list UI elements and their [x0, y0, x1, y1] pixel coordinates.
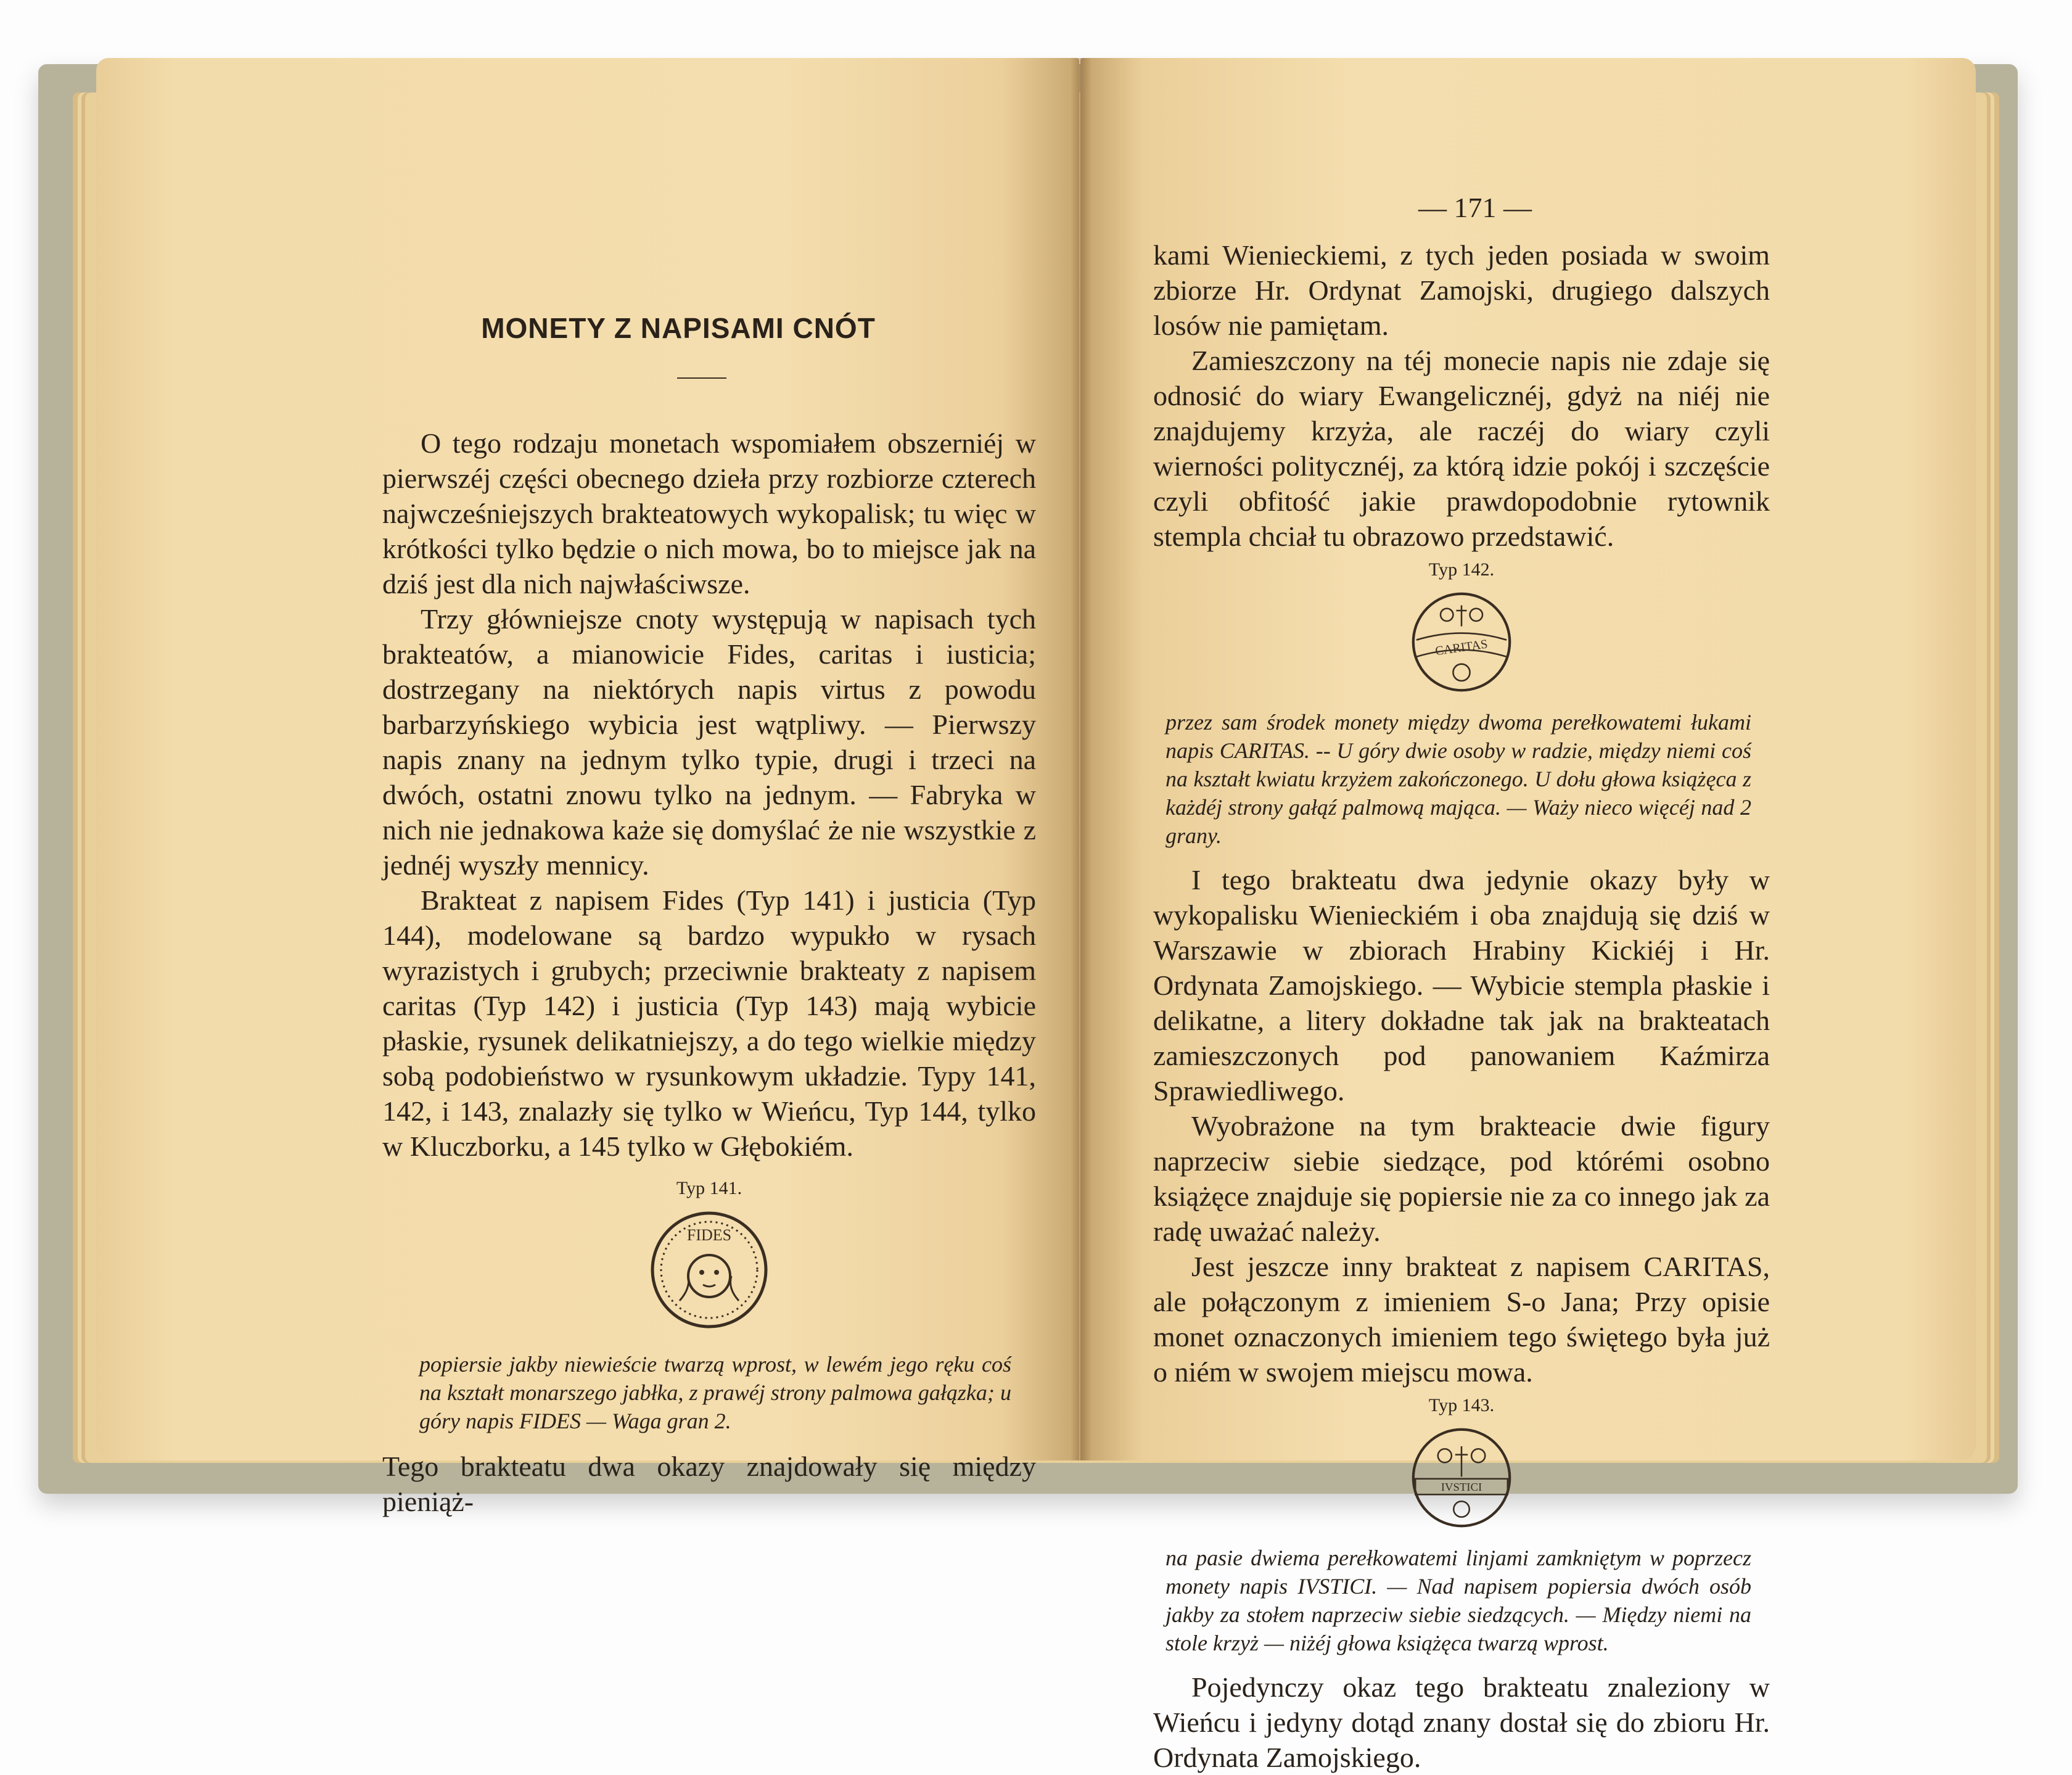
chapter-heading: MONETY Z NAPISAMI CNÓT	[481, 312, 876, 344]
page-number: — 171 —	[1418, 192, 1532, 223]
coin-legend: CARITAS	[1434, 637, 1489, 659]
coin-illustration-caritas	[1409, 590, 1514, 694]
coin-illustration-fides	[648, 1208, 771, 1332]
coin-legend: FIDES	[686, 1226, 732, 1244]
heading-rule	[677, 377, 726, 379]
paragraph: Wyobrażone na tym brakteacie dwie figury naprzeciw siebie siedzące, pod którémi osobno książęce znajduje się popiersie nie za co innego jak za radę uważać należy.	[1153, 1110, 1770, 1247]
paragraph: kami Wienieckiemi, z tych jeden posiada w swoim zbiorze Hr. Ordynat Zamojski, drugiego dalszych losów nie pamiętam.	[1153, 239, 1770, 341]
paragraph: O tego rodzaju monetach wspomiałem obszerniéj w pierwszéj części obecnego dzieła przy rozbiorze czterech najwcześniejszych brakteatowych wykopalisk; tu więc w krótkości tylko będzie o nich mowa, bo to miejsce jak na dziś jest dla nich najwłaściwsze.	[382, 427, 1036, 599]
figure-caption: przez sam środek monety między dwoma perełkowatemi łukami napis CARITAS. -- U góry dwie osoby w radzie, między niemi coś na kształt kwiatu krzyżem zakończonego. U dołu głowa książęca z każdéj strony gałąź palmową mająca. — Waży nieco więcéj nad 2 grany.	[1166, 710, 1751, 848]
figure-label: Typ 142.	[1428, 559, 1495, 580]
paragraph: Trzy główniejsze cnoty występują w napisach tych brakteatów, a mianowicie Fides, caritas i iusticia; dostrzegany na niektórych napis virtus z powodu barbarzyńskiego wybicia jest wątpliwy. — Pierwszy napis znany na jednym tylko typie, drugi i trzeci na dwóch, ostatni znowu tylko na jednym. — Fabryka w nich nie jednakowa każe się domyślać że nie wszystkie z jednéj wyszły mennicy.	[382, 603, 1036, 881]
paragraph: I tego brakteatu dwa jedynie okazy były w wykopalisku Wienieckiém i oba znajdują się dziś w Warszawie w zbiorach Hrabiny Kickiéj i Hr. Ordynata Zamojskiego. — Wybicie stempla płaskie i delikatne, a litery dokładne tak jak na brakteatach zamieszczonych pod panowaniem Kaźmirza Sprawiedliwego.	[1153, 864, 1770, 1106]
figure-label: Typ 141.	[676, 1178, 742, 1198]
figure-label: Typ 143.	[1428, 1395, 1495, 1415]
coin-illustration-ivstici	[1409, 1425, 1514, 1530]
figure-caption: na pasie dwiema perełkowatemi linjami zamkniętym w poprzecz monety napis IVSTICI. — Nad napisem popiersia dwóch osób jakby za stołem naprzeciw siebie siedzących. — Między niemi na stole krzyż — niżéj głowa książęca twarzą wprost.	[1166, 1546, 1751, 1655]
coin-legend: IVSTICI	[1441, 1481, 1482, 1494]
paragraph: Zamieszczony na téj monecie napis nie zdaje się odnosić do wiary Ewangelicznéj, gdyż na niéj nie znajdujemy krzyża, ale raczéj do wiary czyli wierności politycznéj, za którą idzie pokój i szczęście czyli obfitość jakie prawdopodobnie rytownik stempla chciał tu obrazowo przedstawić.	[1153, 345, 1770, 552]
figure-caption: popiersie jakby niewieście twarzą wprost, w lewém jego ręku coś na kształt monarszego jabłka, z prawéj strony palmowa gałązka; u góry napis FIDES — Waga gran 2.	[419, 1352, 1011, 1433]
paragraph: Jest jeszcze inny brakteat z napisem CARITAS, ale połączonym z imieniem S-o Jana; Przy opisie monet oznaczonych imieniem tego świętego była już o niém w swojem miejscu mowa.	[1153, 1251, 1770, 1388]
book-gutter	[1071, 58, 1092, 1460]
paragraph: Brakteat z napisem Fides (Typ 141) i justicia (Typ 144), modelowane są bardzo wypukło w rysach wyrazistych i grubych; przeciwnie brakteaty z napisem caritas (Typ 142) i justicia (Typ 143) mają wybicie płaskie, rysunek delikatniejszy, a do tego wielkie między sobą podobieństwo w rysunkowym układzie. Typy 141, 142, i 143, znalazły się tylko w Wieńcu, Typ 144, tylko w Kluczborku, a 145 tylko w Głębokiém.	[382, 884, 1036, 1162]
right-text-column	[1153, 237, 1770, 1775]
closing-line: Tego brakteatu dwa okazy znajdowały się między pieniąż-	[382, 1451, 1036, 1517]
left-text-column	[382, 426, 1036, 1519]
paragraph: Pojedynczy okaz tego brakteatu znaleziony w Wieńcu i jedyny dotąd znany dostał się do zbioru Hr. Ordynata Zamojskiego.	[1153, 1671, 1770, 1773]
